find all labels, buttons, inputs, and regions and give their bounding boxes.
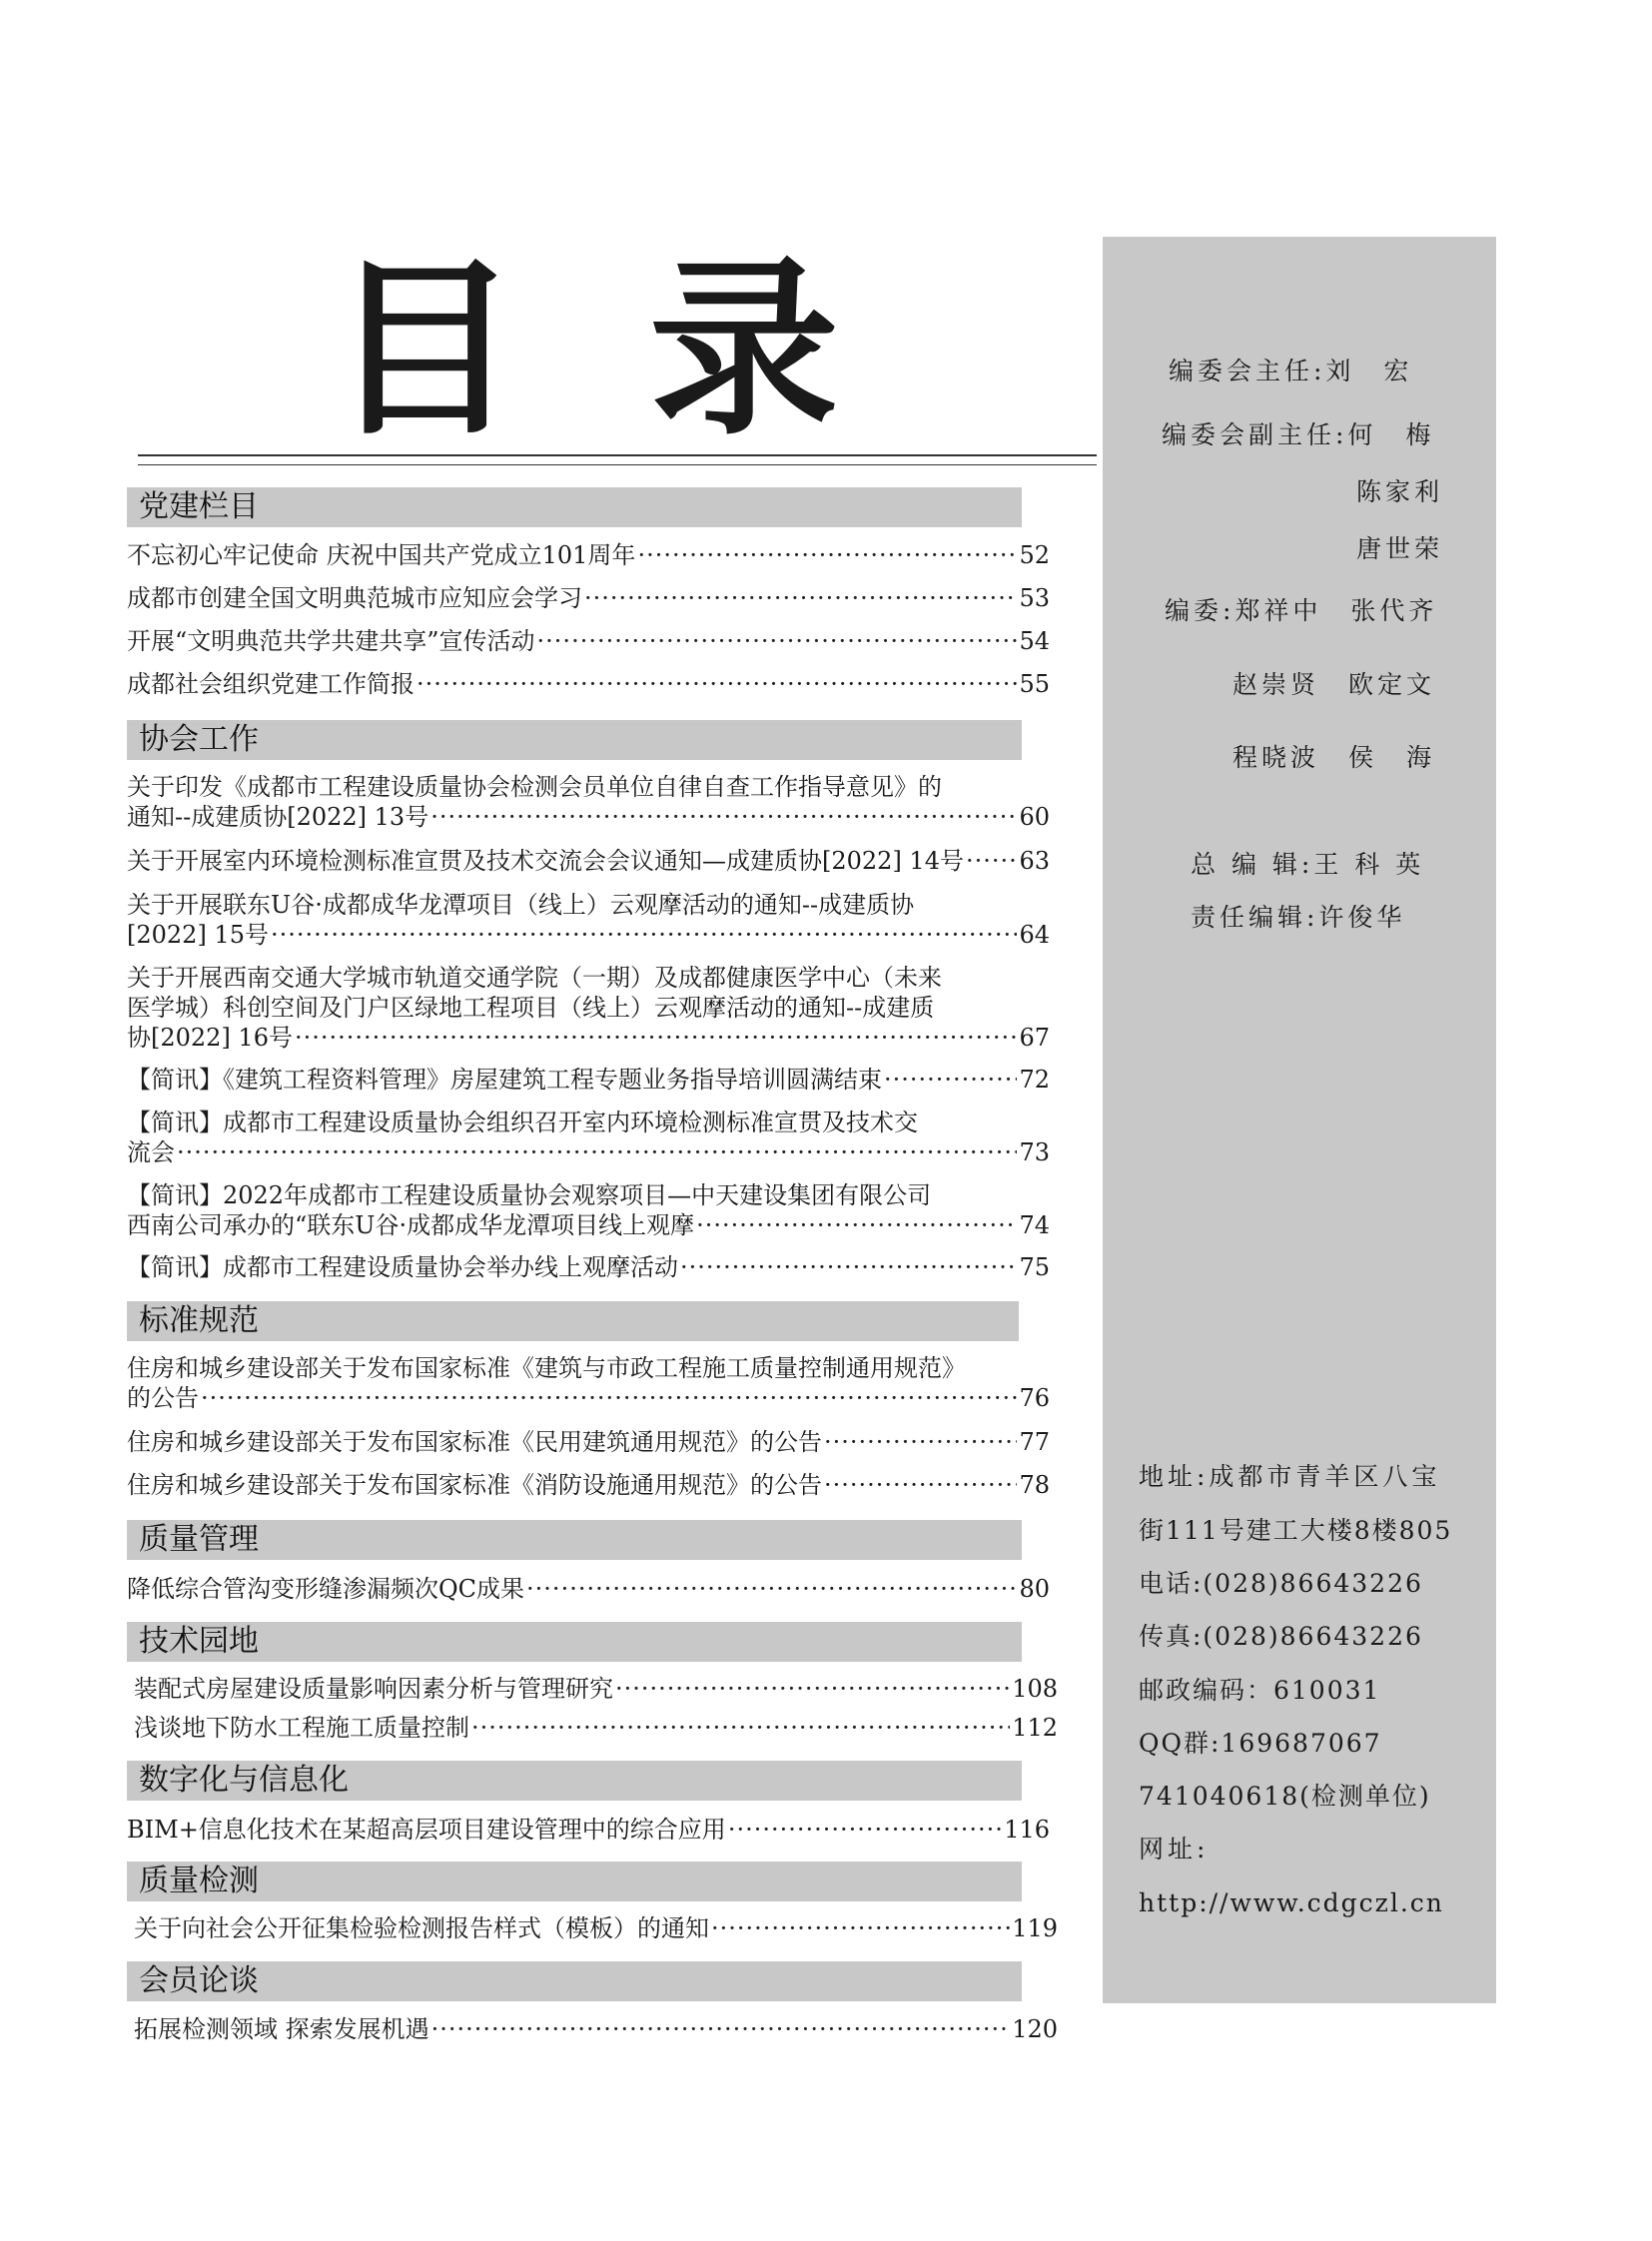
qq-line: 741040618(检测单位)	[1139, 1782, 1431, 1811]
page-number: 75	[1019, 1253, 1050, 1281]
page-number: 55	[1019, 670, 1050, 698]
title-rule-thin	[138, 464, 1097, 465]
entry-title: 关于开展西南交通大学城市轨道交通学院（一期）及成都健康医学中心（未来	[127, 964, 942, 992]
toc-entry[interactable]	[134, 1674, 1058, 1704]
entry-title: 关于印发《成都市工程建设质量协会检测会员单位自律自查工作指导意见》的	[127, 773, 942, 801]
section-heading: 党建栏目	[127, 487, 1022, 527]
dot-leader	[824, 1470, 1017, 1500]
toc-entry[interactable]	[127, 669, 1050, 699]
entry-title: 医学城）科创空间及门户区绿地工程项目（线上）云观摩活动的通知--成建质	[127, 994, 935, 1022]
committee-line: 编委:郑祥中 张代齐	[1165, 596, 1438, 625]
page-number: 80	[1019, 1575, 1050, 1603]
dot-leader	[615, 1674, 1010, 1704]
dot-leader	[416, 669, 1017, 699]
toc-entry[interactable]	[127, 626, 1050, 656]
dot-leader	[696, 1210, 1017, 1240]
page-number: 64	[1019, 921, 1050, 949]
page-number: 76	[1019, 1384, 1050, 1412]
dot-leader	[295, 1023, 1017, 1053]
website-url: http://www.cdgczl.cn	[1139, 1888, 1444, 1917]
page-number: 108	[1012, 1675, 1058, 1703]
toc-entry[interactable]	[127, 1252, 1050, 1282]
page-number: 60	[1019, 803, 1050, 831]
title-rule-thick	[138, 454, 1097, 456]
entry-title: BIM+信息化技术在某超高层项目建设管理中的综合应用	[127, 1816, 726, 1844]
dot-leader	[430, 802, 1017, 832]
entry-title: 协[2022] 16号	[127, 1024, 293, 1052]
page-number: 116	[1004, 1816, 1050, 1844]
entry-title: 住房和城乡建设部关于发布国家标准《民用建筑通用规范》的公告	[127, 1428, 822, 1456]
entry-title: 【简讯】成都市工程建设质量协会举办线上观摩活动	[127, 1253, 678, 1281]
website-label: 网址:	[1139, 1835, 1210, 1864]
committee-names: 程晓波 侯 海	[1233, 743, 1436, 772]
section-heading: 会员论谈	[127, 1961, 1022, 2001]
entry-title: 开展“文明典范共学共建共享”宣传活动	[127, 627, 535, 655]
dot-leader	[201, 1383, 1017, 1413]
entry-title: 【简讯】成都市工程建设质量协会组织召开室内环境检测标准宣贯及技术交	[127, 1109, 918, 1136]
entry-title: 住房和城乡建设部关于发布国家标准《消防设施通用规范》的公告	[127, 1471, 822, 1499]
toc-entry[interactable]	[127, 1353, 1050, 1413]
title-char-2: 录	[649, 238, 840, 460]
toc-entry[interactable]	[127, 963, 1050, 1053]
section-heading: 协会工作	[127, 720, 1022, 760]
dot-leader	[584, 583, 1017, 613]
dot-leader	[728, 1815, 1002, 1845]
page-number: 78	[1019, 1471, 1050, 1499]
page-number: 77	[1019, 1428, 1050, 1456]
toc-entry[interactable]	[134, 1913, 1058, 1943]
section-heading: 技术园地	[127, 1622, 1022, 1662]
page-number: 112	[1012, 1714, 1058, 1742]
section-heading: 数字化与信息化	[127, 1761, 1022, 1801]
deputy-editor-line: 编委会副主任:何 梅	[1162, 420, 1435, 449]
page-number: 54	[1019, 627, 1050, 655]
committee-names: 赵崇贤 欧定文	[1233, 670, 1436, 699]
dot-leader	[537, 626, 1018, 656]
chief-editor-line: 总 编 辑:王 科 英	[1191, 850, 1425, 879]
dot-leader	[526, 1574, 1017, 1604]
toc-entry[interactable]	[127, 846, 1050, 876]
toc-entry[interactable]	[134, 2014, 1058, 2044]
entry-title: 通知--成建质协[2022] 13号	[127, 803, 429, 831]
entry-title: 关于开展室内环境检测标准宣贯及技术交流会会议通知—成建质协[2022] 14号	[127, 847, 964, 875]
title-char-1: 目	[330, 238, 520, 460]
page-number: 119	[1012, 1914, 1058, 1942]
section-heading: 质量检测	[127, 1862, 1022, 1901]
toc-entry[interactable]	[127, 1815, 1050, 1845]
entry-title: 成都市创建全国文明典范城市应知应会学习	[127, 584, 582, 612]
dot-leader	[884, 1065, 1017, 1095]
entry-title: 不忘初心牢记使命 庆祝中国共产党成立101周年	[127, 541, 636, 569]
entry-title: 关于向社会公开征集检验检测报告样式（模板）的通知	[134, 1914, 709, 1942]
toc-entry[interactable]	[127, 1180, 1050, 1240]
entry-title: 浅谈地下防水工程施工质量控制	[134, 1714, 469, 1742]
dot-leader	[824, 1427, 1017, 1457]
dot-leader	[471, 1713, 1010, 1743]
entry-title: [2022] 15号	[127, 921, 269, 949]
dot-leader	[966, 846, 1017, 876]
dot-leader	[711, 1913, 1010, 1943]
deputy-editor-name: 唐世荣	[1356, 534, 1444, 563]
entry-title: 关于开展联东U谷·成都成华龙潭项目（线上）云观摩活动的通知--成建质协	[127, 891, 915, 919]
section-heading: 标准规范	[127, 1301, 1019, 1341]
toc-entry[interactable]	[127, 1108, 1050, 1167]
toc-entry[interactable]	[127, 890, 1050, 950]
page-number: 63	[1019, 847, 1050, 875]
entry-title: 【简讯】2022年成都市工程建设质量协会观察项目—中天建设集团有限公司	[127, 1181, 932, 1209]
phone-line: 电话:(028)86643226	[1139, 1569, 1423, 1598]
entry-title: 装配式房屋建设质量影响因素分析与管理研究	[134, 1675, 613, 1703]
entry-title: 西南公司承办的“联东U谷·成都成华龙潭项目线上观摩	[127, 1211, 695, 1239]
postcode-line: 邮政编码：610031	[1139, 1676, 1381, 1705]
toc-entry[interactable]	[127, 1574, 1050, 1604]
entry-title: 的公告	[127, 1384, 199, 1412]
page-number: 72	[1019, 1066, 1050, 1094]
toc-entry[interactable]	[134, 1713, 1058, 1743]
page-number: 120	[1012, 2015, 1058, 2043]
entry-title: 降低综合管沟变形缝渗漏频次QC成果	[127, 1575, 525, 1603]
toc-entry[interactable]	[127, 1065, 1050, 1095]
toc-entry[interactable]	[127, 583, 1050, 613]
dot-leader	[637, 540, 1017, 570]
page-number: 73	[1019, 1138, 1050, 1166]
editor-in-chief-line: 编委会主任:刘 宏	[1169, 357, 1413, 385]
entry-title: 住房和城乡建设部关于发布国家标准《建筑与市政工程施工质量控制通用规范》	[127, 1354, 966, 1382]
entry-title: 【简讯】《建筑工程资料管理》房屋建筑工程专题业务指导培训圆满结束	[127, 1066, 882, 1094]
page-number: 52	[1019, 541, 1050, 569]
toc-entry[interactable]	[127, 772, 1050, 832]
fax-line: 传真:(028)86643226	[1139, 1622, 1423, 1651]
page-number: 74	[1019, 1211, 1050, 1239]
dot-leader	[431, 2014, 1011, 2044]
entry-title: 流会	[127, 1138, 175, 1166]
page-number: 53	[1019, 584, 1050, 612]
qq-line: QQ群:169687067	[1139, 1729, 1382, 1758]
page-number: 67	[1019, 1024, 1050, 1052]
section-heading: 质量管理	[127, 1520, 1022, 1560]
responsible-editor-line: 责任编辑:许俊华	[1191, 903, 1406, 932]
entry-title: 成都社会组织党建工作简报	[127, 670, 414, 698]
dot-leader	[177, 1137, 1017, 1167]
address-line: 街111号建工大楼8楼805	[1139, 1516, 1453, 1545]
dot-leader	[271, 920, 1017, 950]
entry-title: 拓展检测领域 探索发展机遇	[134, 2015, 429, 2043]
toc-entry[interactable]	[127, 540, 1050, 570]
dot-leader	[680, 1252, 1017, 1282]
address-line: 地址:成都市青羊区八宝	[1139, 1462, 1441, 1491]
toc-entry[interactable]	[127, 1427, 1050, 1457]
toc-entry[interactable]	[127, 1470, 1050, 1500]
deputy-editor-name: 陈家利	[1356, 477, 1444, 506]
